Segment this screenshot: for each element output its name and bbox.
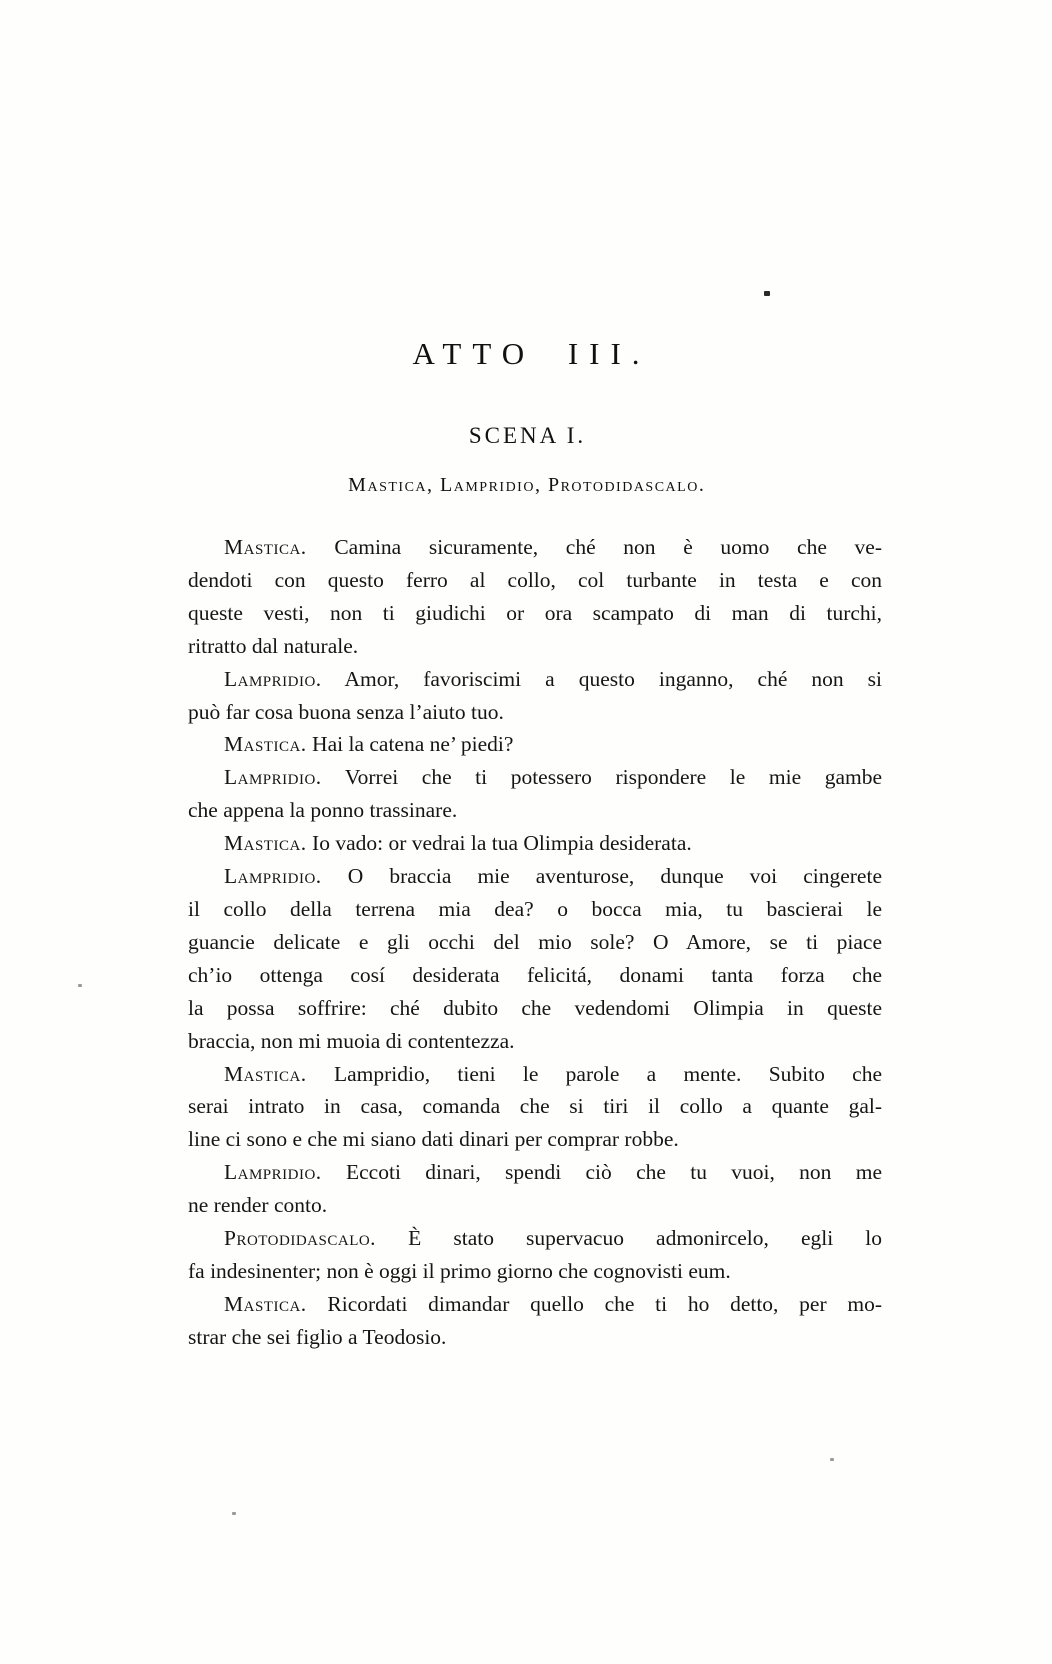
speaker-name: Lampridio.	[224, 864, 322, 889]
cast-list: Mastica, Lampridio, Protodidascalo.	[348, 474, 706, 496]
speaker-name: Mastica.	[224, 535, 307, 559]
scan-speck	[764, 291, 770, 296]
play-text	[188, 531, 882, 1354]
text-line: strar che sei figlio a Teodosio.	[188, 1324, 447, 1349]
text-line: ritratto dal naturale.	[188, 633, 359, 658]
text-line: che appena la ponno trassinare.	[188, 798, 458, 823]
text-line: Lampridio. O braccia mie aventurose, dunque voi cingerete	[224, 864, 882, 889]
dialogue-paragraph	[188, 827, 882, 860]
dialogue-paragraph	[188, 860, 882, 1057]
text-line: Mastica. Ricordati dimandar quello che ti ho detto, per mo-	[224, 1291, 882, 1316]
speaker-name: Lampridio.	[224, 1160, 322, 1185]
dialogue-paragraph	[188, 1222, 882, 1288]
text-line: Mastica. Hai la catena ne’ piedi?	[224, 732, 514, 757]
dialogue-paragraph	[188, 531, 882, 663]
text-line: Lampridio. Vorrei che ti potessero rispondere le mie gambe	[224, 765, 882, 790]
text-line: Mastica. Lampridio, tieni le parole a mente. Subito che	[224, 1061, 882, 1086]
dialogue-paragraph	[188, 761, 882, 827]
speaker-name: Lampridio.	[224, 765, 322, 790]
text-line: braccia, non mi muoia di contentezza.	[188, 1028, 515, 1053]
text-line: ch’io ottenga cosí desiderata felicitá, donami tanta forza che	[188, 962, 882, 987]
text-line: queste vesti, non ti giudichi or ora scampato di man di turchi,	[188, 600, 882, 625]
scan-speck	[830, 1458, 834, 1461]
speaker-name: Lampridio.	[224, 666, 322, 691]
text-line: serai intrato in casa, comanda che si tiri il collo a quante gal-	[188, 1094, 882, 1119]
scene-title: SCENA I.	[468, 423, 587, 448]
scan-speck	[78, 984, 82, 987]
speaker-name: Protodidascalo.	[224, 1226, 377, 1251]
speaker-name: Mastica.	[224, 831, 307, 856]
text-line: dendoti con questo ferro al collo, col turbante in testa e con	[188, 567, 882, 592]
text-line: può far cosa buona senza l’aiuto tuo.	[188, 699, 504, 724]
speaker-name: Mastica.	[224, 1291, 307, 1316]
text-line: Mastica. Io vado: or vedrai la tua Olimpia desiderata.	[224, 831, 692, 856]
speaker-name: Mastica.	[224, 1061, 307, 1086]
dialogue-paragraph	[188, 1156, 882, 1222]
text-line: guancie delicate e gli occhi del mio sole? O Amore, se ti piace	[188, 929, 882, 954]
speaker-name: Mastica.	[224, 732, 307, 757]
text-line: ne render conto.	[188, 1193, 328, 1218]
dialogue-paragraph	[188, 728, 882, 761]
text-line: Protodidascalo. È stato supervacuo admonircelo, egli lo	[224, 1226, 882, 1251]
text-line: fa indesinenter; non è oggi il primo giorno che cognovisti eum.	[188, 1258, 731, 1283]
text-line: Mastica. Camina sicuramente, ché non è uomo che ve-	[224, 535, 882, 559]
dialogue-paragraph	[188, 1058, 882, 1157]
text-line: Lampridio. Amor, favoriscimi a questo inganno, ché non si	[224, 666, 882, 691]
act-title: ATTO III.	[412, 336, 651, 371]
text-line: line ci sono e che mi siano dati dinari per comprar robbe.	[188, 1127, 679, 1152]
text-line: Lampridio. Eccoti dinari, spendi ciò che tu vuoi, non me	[224, 1160, 882, 1185]
dialogue-paragraph	[188, 663, 882, 729]
text-line: il collo della terrena mia dea? o bocca mia, tu bascierai le	[188, 896, 882, 921]
scan-speck	[232, 1512, 236, 1515]
text-line: la possa soffrire: ché dubito che vedendomi Olimpia in queste	[188, 995, 882, 1020]
dialogue-paragraph	[188, 1288, 882, 1354]
